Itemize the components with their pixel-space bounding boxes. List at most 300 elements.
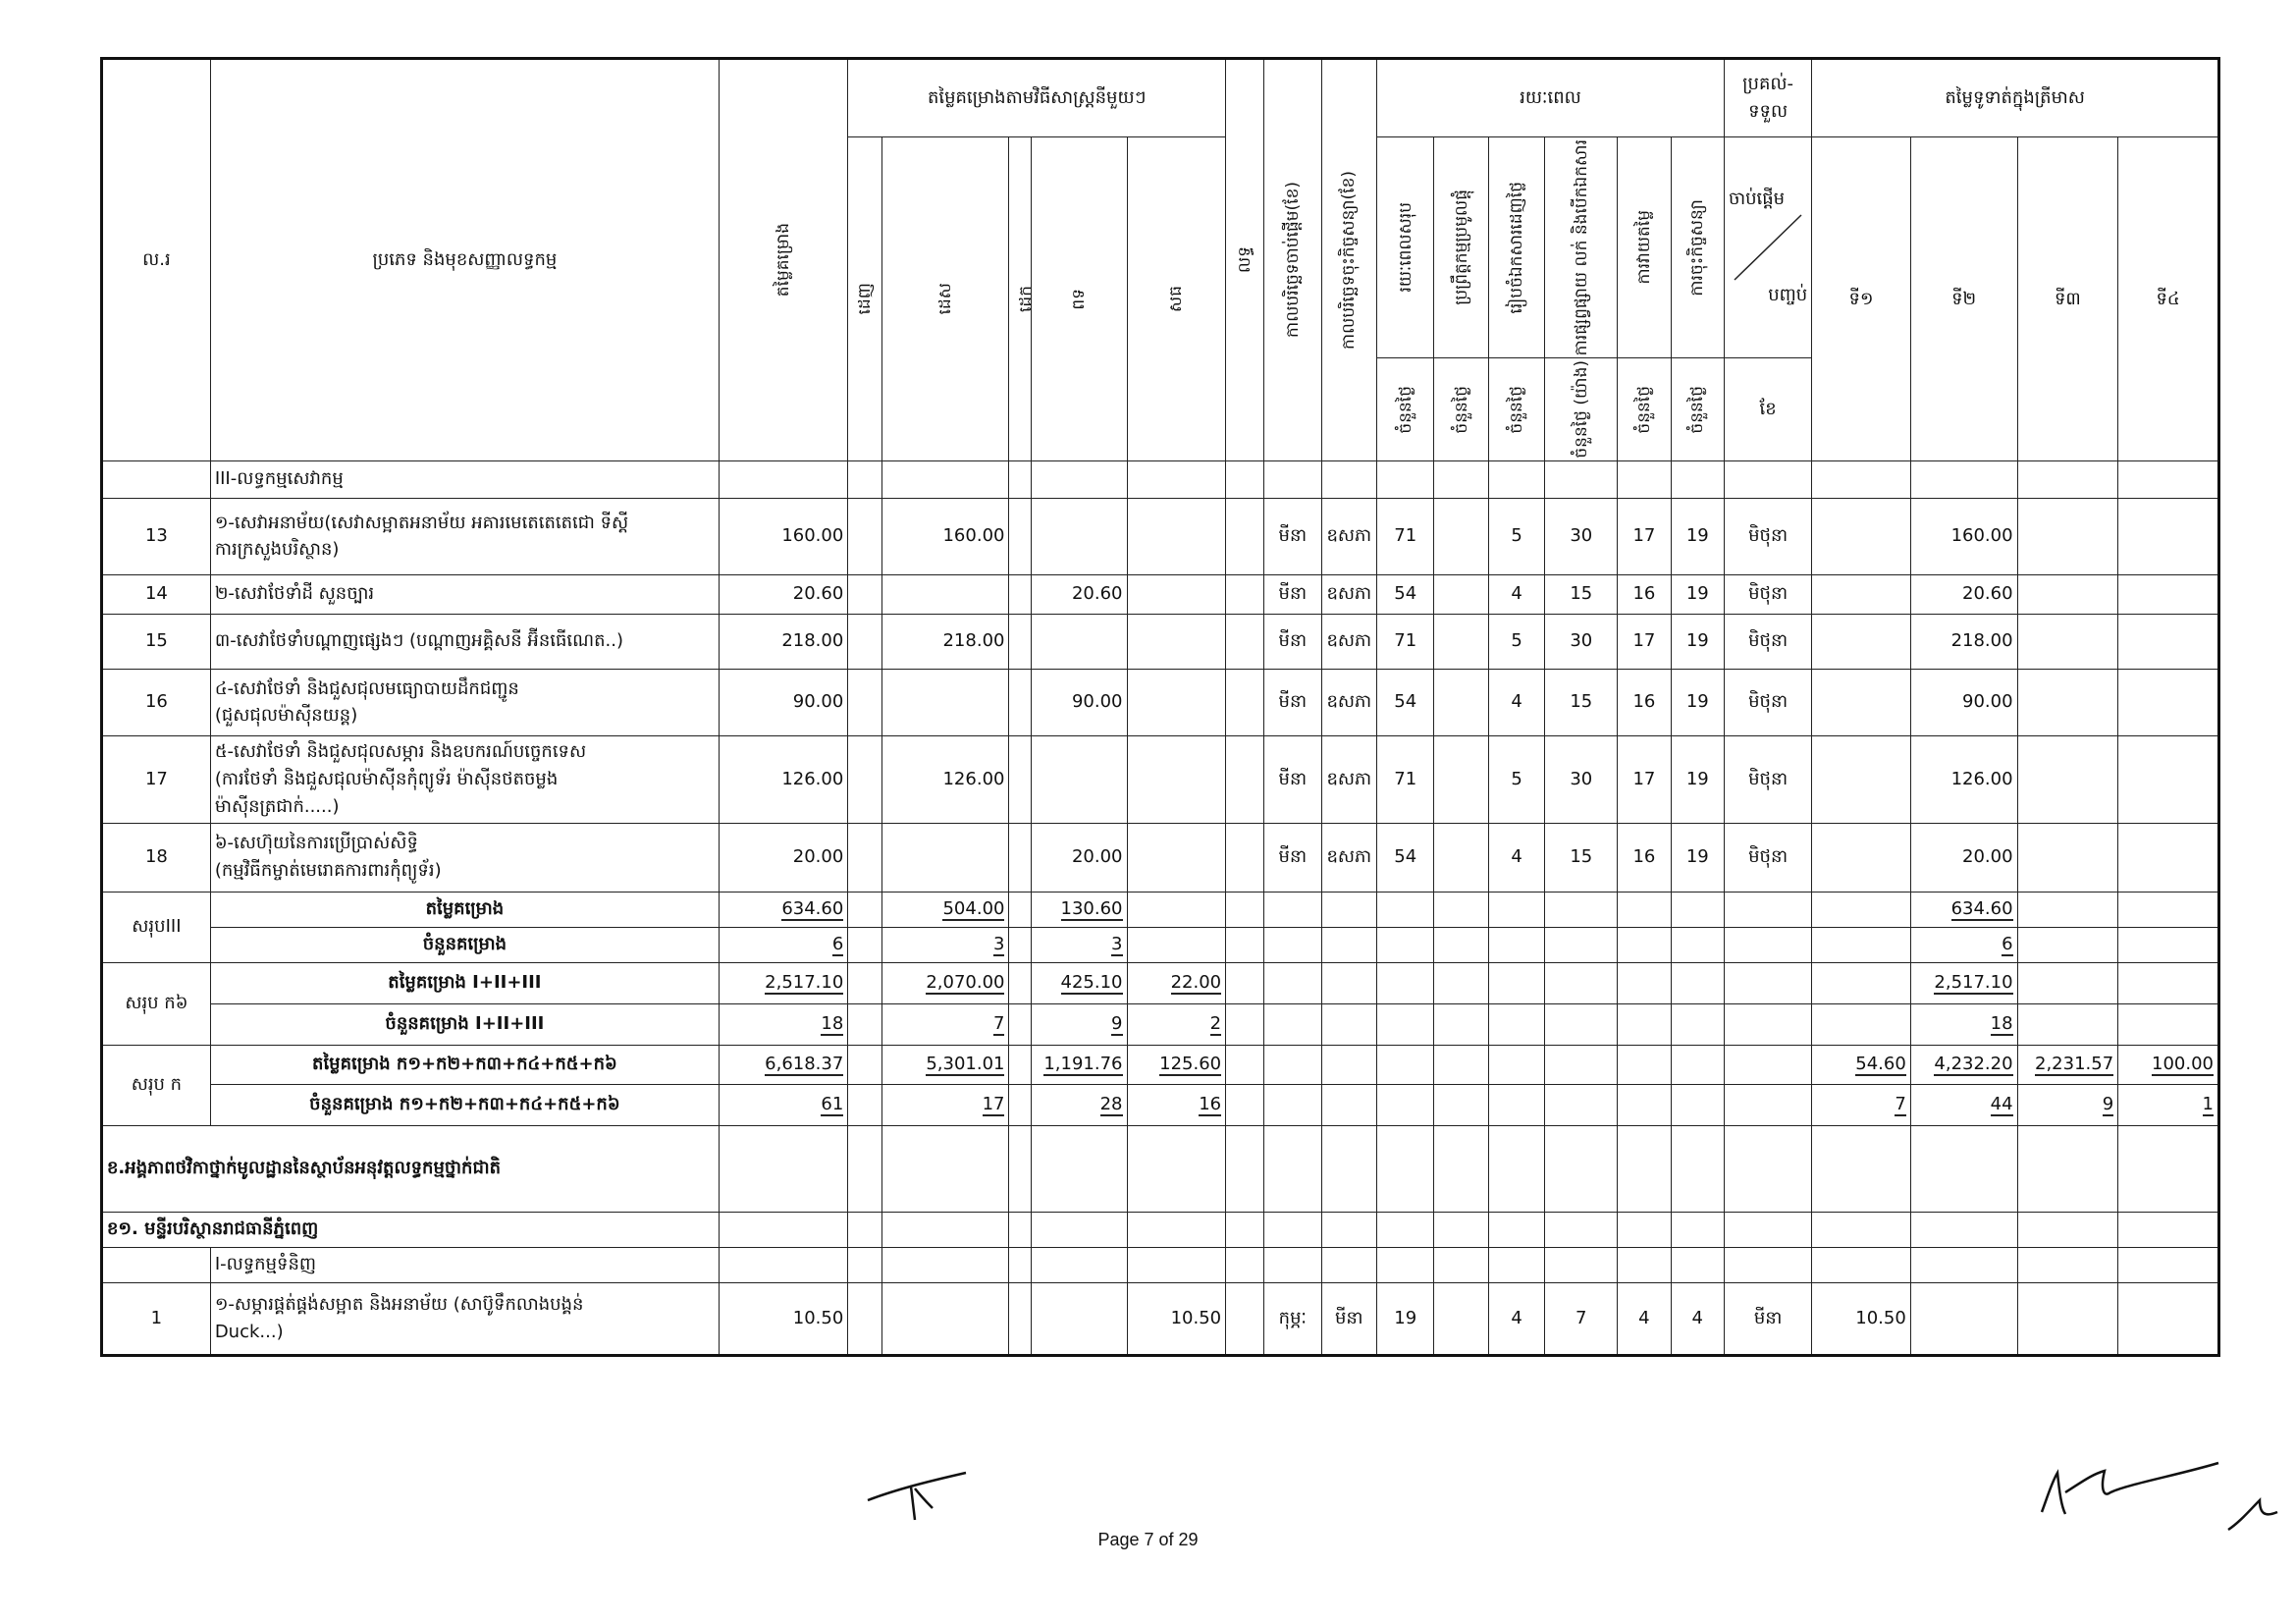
signature-mark-right <box>2032 1453 2287 1542</box>
col-src2: ដេស <box>882 137 1009 461</box>
total-empty <box>1671 1003 1724 1045</box>
total-empty <box>1226 1084 1264 1125</box>
total-empty <box>1488 1045 1544 1084</box>
total-empty <box>1377 962 1434 1003</box>
total-value: 504.00 <box>942 898 1005 920</box>
section-row <box>102 460 2219 498</box>
total-group-label: សរុបIII <box>102 892 211 962</box>
col-src6: លទ្ធ <box>1226 59 1264 461</box>
col-no: ល.រ <box>102 59 211 461</box>
row-desc-line: ៦-សេហ៊ុយនៃការប្រើប្រាស់សិទ្ធិ <box>214 833 418 854</box>
row-s3 <box>1009 669 1032 735</box>
row-s5 <box>1127 574 1226 614</box>
total-empty <box>1545 1003 1618 1045</box>
total-group-label: សរុប ក៦ <box>102 962 211 1045</box>
total-value: 3 <box>1111 934 1123 955</box>
total-s4 <box>1032 1045 1127 1084</box>
row-desc-line: (កម្មវិធីកម្ចាត់មេរោគការពារកុំព្យូទ័រ) <box>214 860 442 882</box>
row-no: 14 <box>102 574 211 614</box>
row-q2: 90.00 <box>1910 669 2017 735</box>
total-value: 4,232.20 <box>1934 1054 2013 1075</box>
col-src5: សធ <box>1127 137 1226 461</box>
data-rows <box>102 498 2219 892</box>
total-row <box>102 1084 2219 1125</box>
total-empty <box>1434 927 1488 962</box>
total-value: 6,618.37 <box>765 1054 844 1075</box>
total-s2 <box>882 927 1009 962</box>
total-empty <box>1434 1084 1488 1125</box>
row-s3 <box>1009 735 1032 823</box>
section-services: III-លទ្ធកម្មសេវាកម្ម <box>210 460 719 498</box>
row-contract: ឧសភា <box>1321 574 1376 614</box>
total-value: 9 <box>1111 1013 1123 1035</box>
total-empty <box>1488 892 1544 927</box>
col-days-3: ចំនួនថ្ងៃ <box>1488 358 1544 461</box>
total-q2 <box>1910 927 2017 962</box>
col-duration: រយៈពេល <box>1377 59 1725 137</box>
row-s2: 160.00 <box>882 498 1009 574</box>
total-group-label: សរុប ក <box>102 1045 211 1125</box>
total-q2 <box>1910 892 2017 927</box>
row-q2: 218.00 <box>1910 614 2017 669</box>
total-value: 16 <box>1199 1094 1222 1115</box>
row-d6: 19 <box>1671 735 1724 823</box>
total-value: 2,070.00 <box>926 972 1005 994</box>
total-empty <box>1009 1003 1032 1045</box>
row-s2: 218.00 <box>882 614 1009 669</box>
col-q2: ទី២ <box>1910 137 2017 461</box>
row-s6 <box>1226 823 1264 892</box>
col-q4: ទី៤ <box>2118 137 2219 461</box>
row-d6: 19 <box>1671 574 1724 614</box>
total-empty <box>1009 892 1032 927</box>
row-d1: 54 <box>1377 574 1434 614</box>
row-desc-line: (ការថែទាំ និងជួសជុលម៉ាស៊ីនកុំព្យូទ័រ ម៉ាស៊ីនថតចម្លង <box>214 768 559 789</box>
total-empty <box>1009 1084 1032 1125</box>
total-s2 <box>882 892 1009 927</box>
row-no: 13 <box>102 498 211 574</box>
row-desc: ១-សម្ភារផ្គត់ផ្គង់សម្អាត និងអនាម័យ (សាប៊ូទឹកលាងបង្គន់ Duck...) <box>210 1282 719 1355</box>
total-label: ចំនួនគម្រោង I+II+III <box>210 1003 719 1045</box>
row-no: 16 <box>102 669 211 735</box>
row-d4: 7 <box>1545 1282 1618 1355</box>
row-q4 <box>2118 614 2219 669</box>
total-empty <box>848 927 882 962</box>
row-d3: 4 <box>1488 823 1544 892</box>
total-value: 3 <box>993 934 1005 955</box>
col-d2: ប្រព្រឹត្តកម្មប្រមូលផ្តុំ <box>1434 137 1488 358</box>
row-s2 <box>882 669 1009 735</box>
row-d2 <box>1434 735 1488 823</box>
row-s3 <box>1009 574 1032 614</box>
row-d3: 4 <box>1488 1282 1544 1355</box>
row-recv: មិថុនា <box>1724 498 1811 574</box>
total-empty <box>1009 1045 1032 1084</box>
row-d2 <box>1434 614 1488 669</box>
row-desc-line: ម៉ាស៊ីនត្រជាក់.....) <box>214 795 340 817</box>
row-q4 <box>2118 574 2219 614</box>
total-empty <box>1488 1084 1544 1125</box>
total-empty <box>1618 892 1671 927</box>
total-empty <box>1671 927 1724 962</box>
total-empty <box>1545 1084 1618 1125</box>
row-q3 <box>2017 574 2118 614</box>
row-q1: 10.50 <box>1812 1282 1911 1355</box>
col-src4: ពទ <box>1032 137 1127 461</box>
total-empty <box>1671 1045 1724 1084</box>
total-value: 634.60 <box>1950 898 2013 920</box>
row-desc-line: ៥-សេវាថែទាំ និងជួសជុលសម្ភារ និងឧបករណ៍បច្ចេកទេស <box>214 740 587 762</box>
total-value: 18 <box>821 1013 844 1035</box>
row-d5: 16 <box>1618 823 1671 892</box>
row-d5: 17 <box>1618 614 1671 669</box>
total-empty <box>1671 892 1724 927</box>
col-days-5: ចំនួនថ្ងៃ <box>1618 358 1671 461</box>
row-contract: ឧសភា <box>1321 735 1376 823</box>
total-empty <box>1488 927 1544 962</box>
total-empty <box>1321 1084 1376 1125</box>
total-empty <box>1545 962 1618 1003</box>
total-value: 22.00 <box>1170 972 1222 994</box>
total-empty <box>1618 1003 1671 1045</box>
row-cost: 90.00 <box>719 669 847 735</box>
row-cost: 20.60 <box>719 574 847 614</box>
total-empty <box>1377 1045 1434 1084</box>
total-empty <box>1264 892 1321 927</box>
total-q4 <box>2118 962 2219 1003</box>
row-s6 <box>1226 614 1264 669</box>
row-d6: 19 <box>1671 669 1724 735</box>
row-recv: មិថុនា <box>1724 614 1811 669</box>
total-empty <box>1264 1003 1321 1045</box>
row-d3: 5 <box>1488 498 1544 574</box>
table-row <box>102 735 2219 823</box>
row-desc-line: (ជួសជុលម៉ាស៊ីនយន្ត) <box>214 705 358 727</box>
total-s5 <box>1127 927 1226 962</box>
total-value: 18 <box>1990 1013 2013 1035</box>
row-q1 <box>1812 498 1911 574</box>
total-empty <box>1377 1003 1434 1045</box>
table-row <box>102 614 2219 669</box>
total-empty <box>1321 1045 1376 1084</box>
row-desc <box>210 735 719 823</box>
row-d1: 54 <box>1377 823 1434 892</box>
total-value: 1 <box>2202 1094 2214 1115</box>
total-empty <box>848 1084 882 1125</box>
row-no: 18 <box>102 823 211 892</box>
row-s1 <box>848 498 882 574</box>
table-row <box>102 574 2219 614</box>
row-s4 <box>1032 498 1127 574</box>
total-empty <box>848 1045 882 1084</box>
row-d5: 16 <box>1618 669 1671 735</box>
row-recv: មិថុនា <box>1724 574 1811 614</box>
row-d6: 19 <box>1671 823 1724 892</box>
row-d4: 15 <box>1545 669 1618 735</box>
total-row <box>102 962 2219 1003</box>
total-empty <box>1434 962 1488 1003</box>
total-empty <box>1618 1084 1671 1125</box>
total-empty <box>848 962 882 1003</box>
section-goods: I-លទ្ធកម្មទំនិញ <box>210 1247 719 1282</box>
row-cost: 218.00 <box>719 614 847 669</box>
row-s4 <box>1032 614 1127 669</box>
total-empty <box>1724 927 1811 962</box>
total-q3 <box>2017 1045 2118 1084</box>
row-no: 1 <box>102 1282 211 1355</box>
col-type: ប្រភេទ និងមុខសញ្ញាលទ្ធកម្ម <box>210 59 719 461</box>
row-d3: 5 <box>1488 614 1544 669</box>
row-s3 <box>1009 614 1032 669</box>
total-empty <box>1377 1084 1434 1125</box>
total-q2 <box>1910 1045 2017 1084</box>
total-value: 54.60 <box>1855 1054 1906 1075</box>
total-q2 <box>1910 1003 2017 1045</box>
total-s4 <box>1032 1003 1127 1045</box>
row-s1 <box>848 735 882 823</box>
total-cost <box>719 1084 847 1125</box>
col-d4: ការផ្សព្វផ្សាយ លក់ និងបើកឯកសារ <box>1545 137 1618 358</box>
total-s4 <box>1032 1084 1127 1125</box>
row-d4: 15 <box>1545 574 1618 614</box>
col-contract-month: កាលបរិច្ឆេទចុះកិច្ចសន្យា(ខែ) <box>1321 59 1376 461</box>
row-q1 <box>1812 823 1911 892</box>
total-s4 <box>1032 927 1127 962</box>
total-value: 6 <box>831 934 844 955</box>
section-b1-row <box>102 1212 2219 1247</box>
total-label: ចំនួនគម្រោង ក១+ក២+ក៣+ក៤+ក៥+ក៦ <box>210 1084 719 1125</box>
row-s5 <box>1127 669 1226 735</box>
row-desc-line: ២-សេវាថែទាំដី សួនច្បារ <box>214 583 375 605</box>
row-s2 <box>882 823 1009 892</box>
row-start: មីនា <box>1264 735 1321 823</box>
row-q2: 20.60 <box>1910 574 2017 614</box>
total-value: 425.10 <box>1060 972 1123 994</box>
row-q2: 126.00 <box>1910 735 2017 823</box>
row-q4 <box>2118 669 2219 735</box>
total-q3 <box>2017 1003 2118 1045</box>
total-row <box>102 1045 2219 1084</box>
col-receive-range: ចាប់ផ្តើម បញ្ចប់ <box>1724 137 1811 358</box>
col-d3: រៀបចំឯកសារដេញថ្លៃ <box>1488 137 1544 358</box>
col-days-4: ចំនួនថ្ងៃ (យ៉ាង) <box>1545 358 1618 461</box>
col-q1: ទី១ <box>1812 137 1911 461</box>
total-s4 <box>1032 892 1127 927</box>
total-q1 <box>1812 1003 1911 1045</box>
total-empty <box>1434 1003 1488 1045</box>
col-d6: ការចុះកិច្ចសន្យា <box>1671 137 1724 358</box>
total-empty <box>1488 962 1544 1003</box>
total-empty <box>1226 1003 1264 1045</box>
total-empty <box>1377 892 1434 927</box>
row-start: មីនា <box>1264 574 1321 614</box>
total-empty <box>1009 962 1032 1003</box>
total-empty <box>1321 892 1376 927</box>
total-s2 <box>882 1084 1009 1125</box>
total-label: តម្លៃគម្រោង I+II+III <box>210 962 719 1003</box>
total-empty <box>1488 1003 1544 1045</box>
total-q1 <box>1812 1045 1911 1084</box>
row-recv: មិថុនា <box>1724 669 1811 735</box>
row-q3 <box>2017 614 2118 669</box>
total-q3 <box>2017 927 2118 962</box>
row-contract: ឧសភា <box>1321 498 1376 574</box>
total-value: 1,191.76 <box>1043 1054 1123 1075</box>
total-value: 28 <box>1099 1094 1123 1115</box>
row-d3: 5 <box>1488 735 1544 823</box>
total-s2 <box>882 1045 1009 1084</box>
total-label: ចំនួនគម្រោង <box>210 927 719 962</box>
row-s6 <box>1226 669 1264 735</box>
row-src5: 10.50 <box>1127 1282 1226 1355</box>
row-d4: 30 <box>1545 498 1618 574</box>
total-q3 <box>2017 962 2118 1003</box>
row-q3 <box>2017 735 2118 823</box>
row-desc <box>210 498 719 574</box>
total-empty <box>1671 962 1724 1003</box>
row-s5 <box>1127 614 1226 669</box>
row-d3: 4 <box>1488 574 1544 614</box>
total-empty <box>1724 1084 1811 1125</box>
total-q1 <box>1812 892 1911 927</box>
total-cost <box>719 1003 847 1045</box>
row-d4: 30 <box>1545 614 1618 669</box>
row-desc-line: ៣-សេវាថែទាំបណ្តាញផ្សេងៗ (បណ្តាញអគ្គិសនី អ៊ីនធើណេត..) <box>214 630 623 652</box>
row-q1 <box>1812 614 1911 669</box>
row-d5: 4 <box>1618 1282 1671 1355</box>
total-s5 <box>1127 1003 1226 1045</box>
total-s2 <box>882 962 1009 1003</box>
col-q3: ទី៣ <box>2017 137 2118 461</box>
row-d2 <box>1434 823 1488 892</box>
total-empty <box>1226 962 1264 1003</box>
total-label: តម្លៃគម្រោង ក១+ក២+ក៣+ក៤+ក៥+ក៦ <box>210 1045 719 1084</box>
total-empty <box>1226 1045 1264 1084</box>
row-d1: 19 <box>1377 1282 1434 1355</box>
total-s5 <box>1127 1045 1226 1084</box>
total-q4 <box>2118 1084 2219 1125</box>
total-empty <box>1618 962 1671 1003</box>
total-q2 <box>1910 1084 2017 1125</box>
total-value: 2,517.10 <box>1934 972 2013 994</box>
total-s4 <box>1032 962 1127 1003</box>
col-receive: ប្រគល់-ទទួល <box>1724 59 1811 137</box>
total-s5 <box>1127 962 1226 1003</box>
col-src3: ដេក <box>1009 137 1032 461</box>
total-value: 7 <box>993 1013 1005 1035</box>
row-s4: 20.00 <box>1032 823 1127 892</box>
row-d2 <box>1434 574 1488 614</box>
document-page <box>100 57 2220 1357</box>
total-empty <box>1226 927 1264 962</box>
col-d5: ការវាយតម្លៃ <box>1618 137 1671 358</box>
total-s5 <box>1127 1084 1226 1125</box>
row-d2 <box>1434 1282 1488 1355</box>
table-row <box>102 823 2219 892</box>
total-empty <box>1671 1084 1724 1125</box>
row-d1: 71 <box>1377 735 1434 823</box>
total-cost <box>719 1045 847 1084</box>
row-s1 <box>848 614 882 669</box>
total-cost <box>719 892 847 927</box>
total-empty <box>1377 927 1434 962</box>
row-s1 <box>848 823 882 892</box>
total-value: 125.60 <box>1159 1054 1222 1075</box>
col-days-1: ចំនួនថ្ងៃ <box>1377 358 1434 461</box>
total-empty <box>1321 927 1376 962</box>
total-empty <box>1724 1045 1811 1084</box>
row-desc <box>210 614 719 669</box>
header-row-1 <box>102 59 2219 137</box>
row-q4 <box>2118 735 2219 823</box>
total-row <box>102 927 2219 962</box>
row-recv: មិថុនា <box>1724 823 1811 892</box>
total-empty <box>1226 892 1264 927</box>
row-s5 <box>1127 823 1226 892</box>
row-contract: ឧសភា <box>1321 669 1376 735</box>
row-s4: 90.00 <box>1032 669 1127 735</box>
row-recv: មីនា <box>1724 1282 1811 1355</box>
table-row <box>102 498 2219 574</box>
total-cost <box>719 962 847 1003</box>
total-empty <box>1724 962 1811 1003</box>
total-value: 61 <box>821 1094 844 1115</box>
total-q3 <box>2017 1084 2118 1125</box>
col-cost: តម្លៃគម្រោង <box>719 59 847 461</box>
total-empty <box>1434 1045 1488 1084</box>
col-receive-month: ខែ <box>1724 358 1811 461</box>
row-d5: 16 <box>1618 574 1671 614</box>
row-no: 15 <box>102 614 211 669</box>
total-q1 <box>1812 962 1911 1003</box>
total-empty <box>848 1003 882 1045</box>
row-desc-line: ១-សេវាអនាម័យ(សេវាសម្អាតអនាម័យ អគារមេតេតេតេជោ ទីស្តី <box>214 512 629 533</box>
row-q3 <box>2017 669 2118 735</box>
row-d2 <box>1434 498 1488 574</box>
row-start: មីនា <box>1264 498 1321 574</box>
row-q1 <box>1812 669 1911 735</box>
procurement-table <box>100 57 2220 1357</box>
diagonal-divider <box>1729 213 1807 282</box>
total-empty <box>1264 1084 1321 1125</box>
total-empty <box>1545 927 1618 962</box>
row-s1 <box>848 669 882 735</box>
col-by-source: តម្លៃគម្រោងតាមវិធីសាស្ត្រនីមួយៗ <box>848 59 1226 137</box>
total-empty <box>1321 962 1376 1003</box>
row-desc <box>210 574 719 614</box>
row-q3 <box>2017 823 2118 892</box>
total-value: 9 <box>2102 1094 2114 1115</box>
row-s6 <box>1226 574 1264 614</box>
total-empty <box>1009 927 1032 962</box>
row-q4 <box>2118 823 2219 892</box>
total-value: 2,517.10 <box>765 972 844 994</box>
row-start: មីនា <box>1264 669 1321 735</box>
total-rows <box>102 892 2219 1125</box>
total-q2 <box>1910 962 2017 1003</box>
row-d4: 15 <box>1545 823 1618 892</box>
table-row <box>102 1282 2219 1355</box>
col-days-6: ចំនួនថ្ងៃ <box>1671 358 1724 461</box>
total-value: 6 <box>2002 934 2013 955</box>
total-empty <box>1545 892 1618 927</box>
row-d4: 30 <box>1545 735 1618 823</box>
total-empty <box>1724 892 1811 927</box>
row-cost: 20.00 <box>719 823 847 892</box>
row-d3: 4 <box>1488 669 1544 735</box>
total-q4 <box>2118 927 2219 962</box>
row-s1 <box>848 574 882 614</box>
